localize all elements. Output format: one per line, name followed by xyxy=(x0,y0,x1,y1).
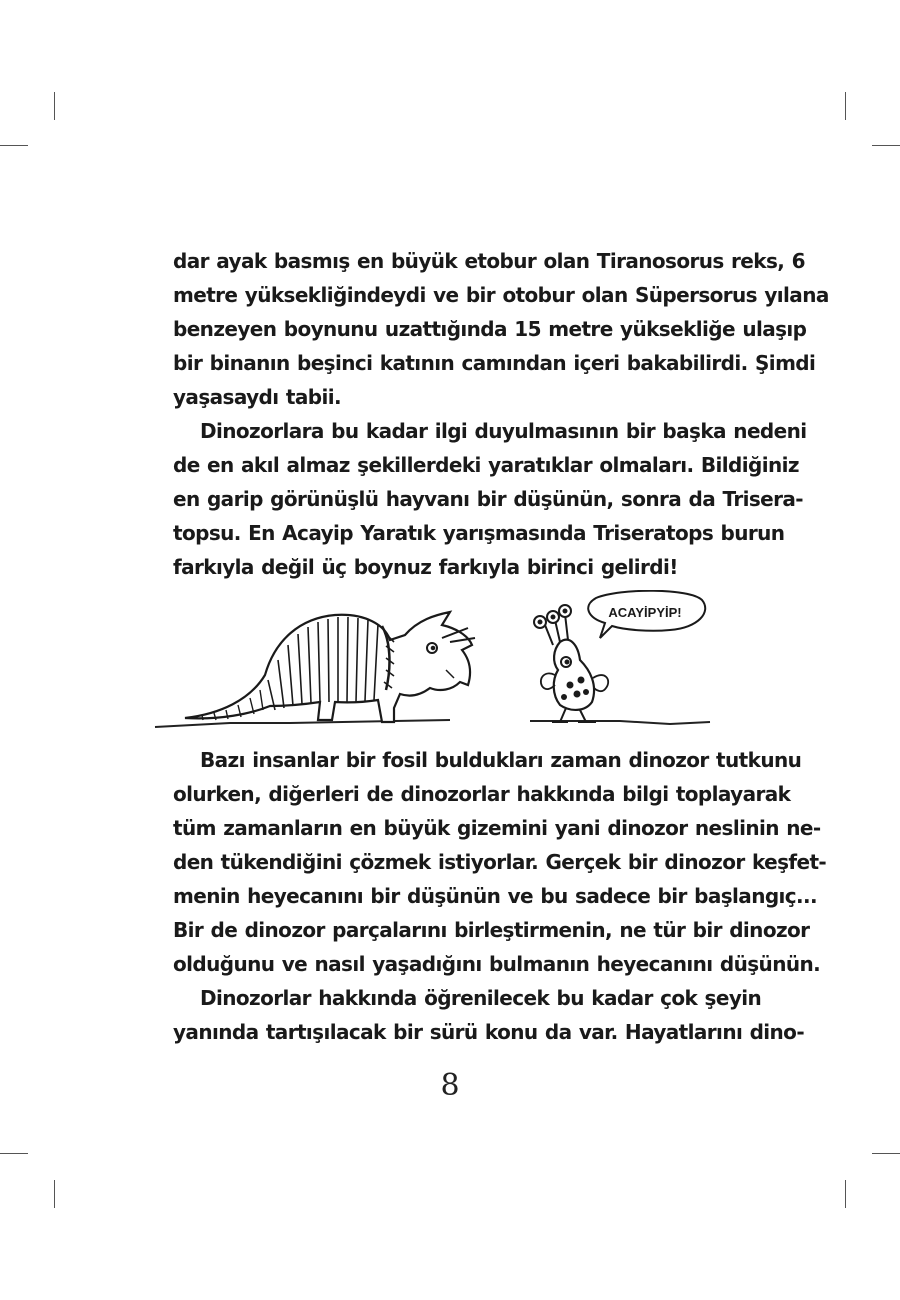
text-line: olurken, diğerleri de dinozorlar hakkında bilgi toplayarak xyxy=(173,782,791,806)
text-line: Dinozorlara bu kadar ilgi duyulmasının bir başka nedeni xyxy=(200,419,807,443)
text-line: Bazı insanlar bir fosil buldukları zaman dinozor tutkunu xyxy=(200,748,802,772)
text-line: metre yüksekliğindeydi ve bir otobur olan Süpersorus yılana xyxy=(173,283,829,307)
crop-mark-top-right-h xyxy=(872,145,900,146)
paragraph-2 xyxy=(173,414,807,584)
paragraph-4 xyxy=(173,981,805,1049)
speech-bubble xyxy=(588,591,705,638)
text-line: de en akıl almaz şekillerdeki yaratıklar olmaları. Bildiğiniz xyxy=(173,453,799,477)
crop-mark-bottom-left xyxy=(54,1180,55,1208)
text-line: menin heyecanını bir düşünün ve bu sadece bir başlangıç... xyxy=(173,884,818,908)
creature-drawing xyxy=(534,605,608,722)
crop-mark-bottom-right xyxy=(845,1180,846,1208)
text-line: dar ayak basmış en büyük etobur olan Tiranosorus reks, 6 xyxy=(173,249,805,273)
text-line: Dinozorlar hakkında öğrenilecek bu kadar çok şeyin xyxy=(200,986,762,1010)
text-block-lower xyxy=(173,743,827,1049)
text-line: olduğunu ve nasıl yaşadığını bulmanın heyecanını düşünün. xyxy=(173,952,821,976)
paragraph-3 xyxy=(173,743,827,981)
text-line: topsu. En Acayip Yaratık yarışmasında Triseratops burun xyxy=(173,521,785,545)
crop-mark-top-right xyxy=(845,92,846,120)
text-line: tüm zamanların en büyük gizemini yani dinozor neslinin ne- xyxy=(173,816,821,840)
text-line: den tükendiğini çözmek istiyorlar. Gerçek bir dinozor keşfet- xyxy=(173,850,827,874)
crop-mark-top-left-h xyxy=(0,145,28,146)
speech-bubble-text: ACAYİPYİP! xyxy=(608,605,682,620)
text-line: yaşasaydı tabii. xyxy=(173,385,341,409)
text-line: benzeyen boynunu uzattığında 15 metre yüksekliğe ulaşıp xyxy=(173,317,807,341)
triceratops-drawing xyxy=(185,612,475,722)
crop-mark-bottom-right-h xyxy=(872,1153,900,1154)
text-line: yanında tartışılacak bir sürü konu da var. Hayatlarını dino- xyxy=(173,1020,805,1044)
crop-mark-bottom-left-h xyxy=(0,1153,28,1154)
text-line: farkıyla değil üç boynuz farkıyla birinci gelirdi! xyxy=(173,555,678,579)
text-line: Bir de dinozor parçalarını birleştirmenin, ne tür bir dinozor xyxy=(173,918,810,942)
crop-mark-top-left xyxy=(54,92,55,120)
text-line: bir binanın beşinci katının camından içeri bakabilirdi. Şimdi xyxy=(173,351,816,375)
text-line: en garip görünüşlü hayvanı bir düşünün, sonra da Trisera- xyxy=(173,487,803,511)
paragraph-1 xyxy=(173,244,829,414)
illustration xyxy=(150,590,750,740)
text-block-upper xyxy=(173,244,829,584)
page-number: 8 xyxy=(440,1068,460,1103)
